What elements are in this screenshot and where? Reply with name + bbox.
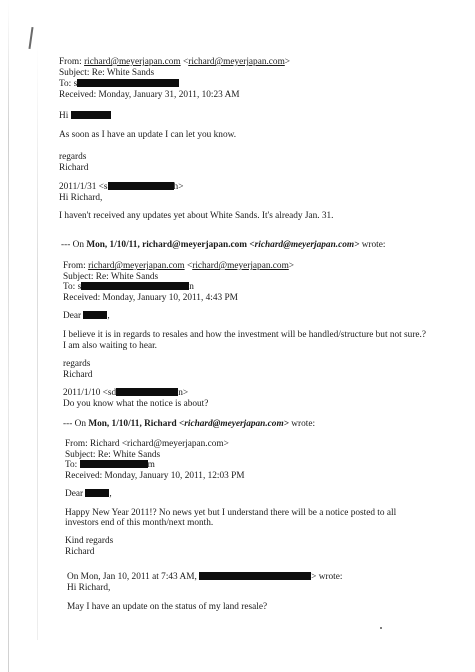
header3-line — [63, 419, 315, 430]
msg3-from-label: From: Richard — [65, 439, 122, 449]
header2-address: <richard@meyerjapan.com> — [249, 240, 360, 250]
msg2-received: Received: Monday, January 10, 2011, 4:43 PM — [63, 293, 238, 303]
msg3-body-line2: investors end of this month/next month. — [65, 518, 214, 528]
scan-speck — [380, 627, 382, 629]
scan-fold-shadow — [37, 40, 38, 640]
quote1-date-prefix: 2011/1/31 <s — [59, 182, 108, 192]
msg3-greeting-text: Dear — [65, 489, 84, 499]
msg1-subject: Subject: Re: White Sands — [59, 68, 155, 78]
redaction-bar — [108, 182, 174, 190]
msg3-to-label: To: — [65, 460, 80, 470]
msg1-greeting-text: Hi — [59, 111, 69, 121]
msg3-to-suffix: m — [147, 460, 155, 470]
redaction-bar — [80, 460, 148, 468]
quote1-date-line — [59, 182, 183, 193]
msg2-subject: Subject: Re: White Sands — [63, 272, 159, 282]
header2-date: Mon, 1/10/11, richard@meyerjapan.com — [86, 240, 248, 250]
msg3-to-line — [65, 460, 155, 471]
msg1-received: Received: Monday, January 31, 2011, 10:23 AM — [59, 90, 240, 100]
msg3-body-line1: Happy New Year 2011!? No news yet but I understand there will be a notice posted to all — [65, 508, 397, 518]
msg1-to-label: To: — [59, 79, 74, 89]
scan-pen-mark — [28, 27, 33, 49]
msg3-from-address: <richard@meyerjapan.com> — [121, 439, 229, 449]
header3-date: Mon, 1/10/11, Richard — [88, 419, 177, 429]
header2-line — [61, 240, 385, 251]
quote2-date-suffix: n> — [178, 388, 189, 398]
msg2-body-line2: I am also waiting to hear. — [63, 341, 157, 351]
redaction-bar — [77, 79, 179, 87]
msg2-from-address: richard@meyerjapan.com — [88, 261, 185, 271]
msg1-signature: Richard — [59, 163, 89, 173]
msg1-regards: regards — [59, 152, 87, 162]
msg1-from-label: From: — [59, 57, 85, 67]
msg2-greeting-text: Dear — [63, 311, 82, 321]
msg1-from-address: richard@meyerjapan.com — [84, 57, 181, 67]
msg2-greeting: Dear , — [63, 311, 110, 321]
msg2-to-suffix: n — [189, 282, 194, 292]
msg3-greeting: Dear , — [65, 489, 112, 499]
msg2-from-label: From: — [63, 261, 89, 271]
msg2-from-address-bracketed: richard@meyerjapan.com — [192, 261, 289, 271]
msg1-from-line: From: richard@meyerjapan.com <richard@meyerjapan.com> — [59, 57, 291, 67]
msg3-from-line — [65, 439, 229, 450]
msg2-signature: Richard — [63, 370, 93, 380]
quote2-date-prefix: 2011/1/10 <sd — [63, 388, 117, 398]
header3-wrote: wrote: — [288, 419, 316, 429]
redaction-bar — [116, 388, 178, 396]
quote1-body: I haven't received any updates yet about White Sands. It's already Jan. 31. — [59, 211, 334, 221]
redaction-bar — [83, 311, 107, 319]
msg1-to-line — [59, 79, 179, 90]
scan-edge-shadow — [8, 0, 9, 672]
quote2-body: Do you know what the notice is about? — [63, 399, 209, 409]
msg1-body: As soon as I have an update I can let you know. — [59, 130, 237, 140]
msg1-to-prefix: s — [73, 79, 78, 89]
msg3-received: Received: Monday, January 10, 2011, 12:03 PM — [65, 471, 245, 481]
msg2-to-label: To: — [63, 282, 78, 292]
msg2-to-line — [63, 282, 194, 293]
msg3-signature: Richard — [65, 547, 95, 557]
quote2-date-line — [63, 388, 188, 399]
header3-address: <richard@meyerjapan.com> — [178, 419, 289, 429]
redaction-bar — [71, 111, 111, 119]
quote3-body: May I have an update on the status of my land resale? — [67, 602, 268, 612]
quote3-date-line — [67, 572, 342, 583]
header2-dashes: --- On — [61, 240, 87, 250]
msg2-regards: regards — [63, 359, 91, 369]
redaction-bar — [85, 489, 109, 497]
msg2-from-line: From: richard@meyerjapan.com <richard@meyerjapan.com> — [63, 261, 295, 271]
msg3-regards: Kind regards — [65, 536, 114, 546]
header3-dashes: --- On — [63, 419, 89, 429]
msg2-body-line1: I believe it is in regards to resales and how the investment will be handled/structure but not sure.? — [63, 330, 426, 340]
header2-wrote: wrote: — [359, 240, 386, 250]
quote3-wrote: > wrote: — [311, 572, 343, 582]
msg2-to-prefix: s — [77, 282, 82, 292]
quote1-date-suffix: h> — [173, 182, 184, 192]
msg3-subject: Subject: Re: White Sands — [65, 450, 161, 460]
quote3-greeting: Hi Richard, — [67, 583, 111, 593]
quote1-greeting: Hi Richard, — [59, 193, 103, 203]
msg1-from-address-bracketed: richard@meyerjapan.com — [188, 57, 285, 67]
redaction-bar — [199, 572, 311, 580]
redaction-bar — [81, 282, 189, 290]
quote3-date-prefix: On Mon, Jan 10, 2011 at 7:43 AM, — [67, 572, 197, 582]
msg1-greeting — [59, 111, 111, 122]
